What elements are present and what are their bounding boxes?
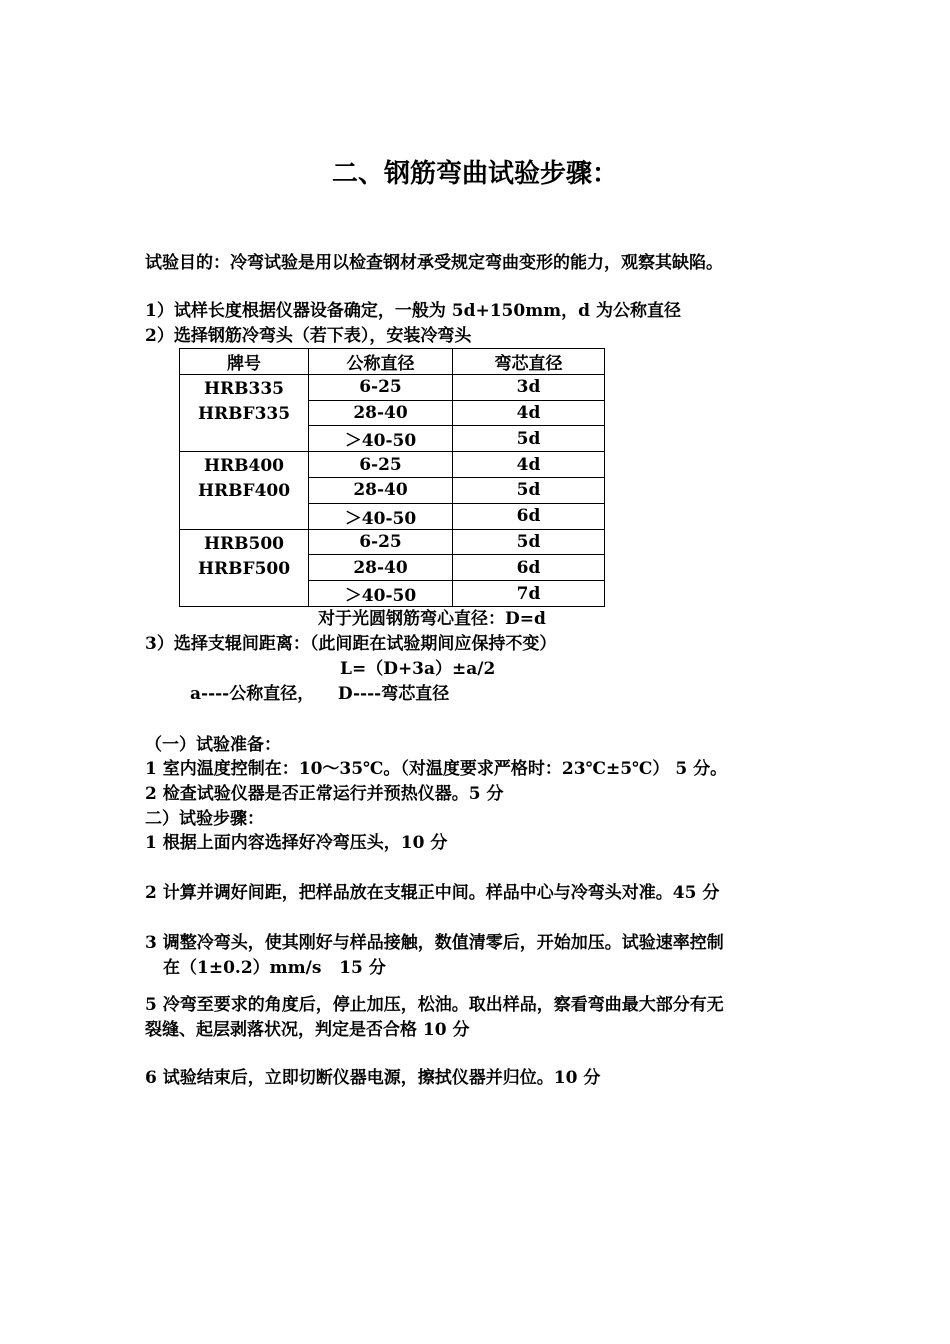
procedure-step-3-line-2: 在（1±0.2）mm/s 15 分 xyxy=(163,958,386,978)
mandrel-diameter-cell: 4d xyxy=(453,400,605,426)
formula-legend: a----公称直径， D----弯芯直径 xyxy=(190,684,450,704)
nominal-diameter-cell: 6-25 xyxy=(309,529,453,555)
procedure-step-5-line-2: 裂缝、起层剥落状况，判定是否合格 10 分 xyxy=(145,1020,470,1040)
mandrel-diameter-cell: 5d xyxy=(453,426,605,452)
mandrel-diameter-cell: 5d xyxy=(453,529,605,555)
bend-diameter-table xyxy=(179,348,605,607)
procedure-step-2: 2 计算并调好间距，把样品放在支辊正中间。样品中心与冷弯头对准。45 分 xyxy=(145,883,720,903)
table-row xyxy=(180,452,605,478)
mandrel-diameter-cell: 3d xyxy=(453,375,605,401)
header-grade: 牌号 xyxy=(180,349,309,375)
grade-line: HRB500 xyxy=(203,533,285,554)
mandrel-diameter-cell: 7d xyxy=(453,581,605,607)
prep-heading: （一）试验准备： xyxy=(145,735,281,755)
page-title: 二、钢筋弯曲试验步骤： xyxy=(331,159,618,189)
step-1-text: 1）试样长度根据仪器设备确定，一般为 5d+150mm，d 为公称直径 xyxy=(145,301,681,321)
nominal-diameter-cell: 28-40 xyxy=(309,478,453,504)
grade-line: HRBF400 xyxy=(197,481,291,502)
procedure-step-6: 6 试验结束后，立即切断仪器电源，擦拭仪器并归位。10 分 xyxy=(145,1068,601,1088)
step-3-text: 3）选择支辊间距离：（此间距在试验期间应保持不变） xyxy=(145,634,557,654)
mandrel-diameter-cell: 6d xyxy=(453,503,605,529)
grade-line: HRBF500 xyxy=(197,558,291,579)
prep-item-1: 1 室内温度控制在：10～35℃。（对温度要求严格时：23℃±5℃） 5 分。 xyxy=(145,759,728,779)
grade-cell xyxy=(180,375,309,452)
procedure-step-5-line-1: 5 冷弯至要求的角度后，停止加压，松油。取出样品，察看弯曲最大部分有无 xyxy=(145,995,724,1015)
nominal-diameter-cell: ＞40-50 xyxy=(309,581,453,607)
procedure-step-1: 1 根据上面内容选择好冷弯压头，10 分 xyxy=(145,833,448,853)
mandrel-diameter-cell: 6d xyxy=(453,555,605,581)
procedure-step-3-line-1: 3 调整冷弯头，使其刚好与样品接触，数值清零后，开始加压。试验速率控制 xyxy=(145,933,724,953)
table-row xyxy=(180,529,605,555)
nominal-diameter-cell: 6-25 xyxy=(309,452,453,478)
grade-line: HRB400 xyxy=(203,456,285,477)
prep-item-2: 2 检查试验仪器是否正常运行并预热仪器。5 分 xyxy=(145,784,504,804)
table-note: 对于光圆钢筋弯心直径：D=d xyxy=(318,609,546,629)
nominal-diameter-cell: ＞40-50 xyxy=(309,503,453,529)
grade-line: HRB335 xyxy=(203,379,285,399)
grade-cell xyxy=(180,452,309,529)
nominal-diameter-cell: 28-40 xyxy=(309,400,453,426)
table-row xyxy=(180,375,605,401)
steps-heading: 二）试验步骤： xyxy=(145,809,264,829)
nominal-diameter-cell: 6-25 xyxy=(309,375,453,401)
nominal-diameter-cell: ＞40-50 xyxy=(309,426,453,452)
mandrel-diameter-cell: 4d xyxy=(453,452,605,478)
step-2-text: 2）选择钢筋冷弯头（若下表），安装冷弯头 xyxy=(145,326,472,346)
table-header-row xyxy=(180,349,605,375)
formula-text: L=（D+3a）±a/2 xyxy=(340,659,496,679)
header-nominal-diameter: 公称直径 xyxy=(309,349,453,375)
mandrel-diameter-cell: 5d xyxy=(453,478,605,504)
header-mandrel-diameter: 弯芯直径 xyxy=(453,349,605,375)
purpose-text: 试验目的：冷弯试验是用以检查钢材承受规定弯曲变形的能力，观察其缺陷。 xyxy=(145,253,723,273)
grade-cell xyxy=(180,529,309,606)
grade-line: HRBF335 xyxy=(197,404,291,424)
nominal-diameter-cell: 28-40 xyxy=(309,555,453,581)
